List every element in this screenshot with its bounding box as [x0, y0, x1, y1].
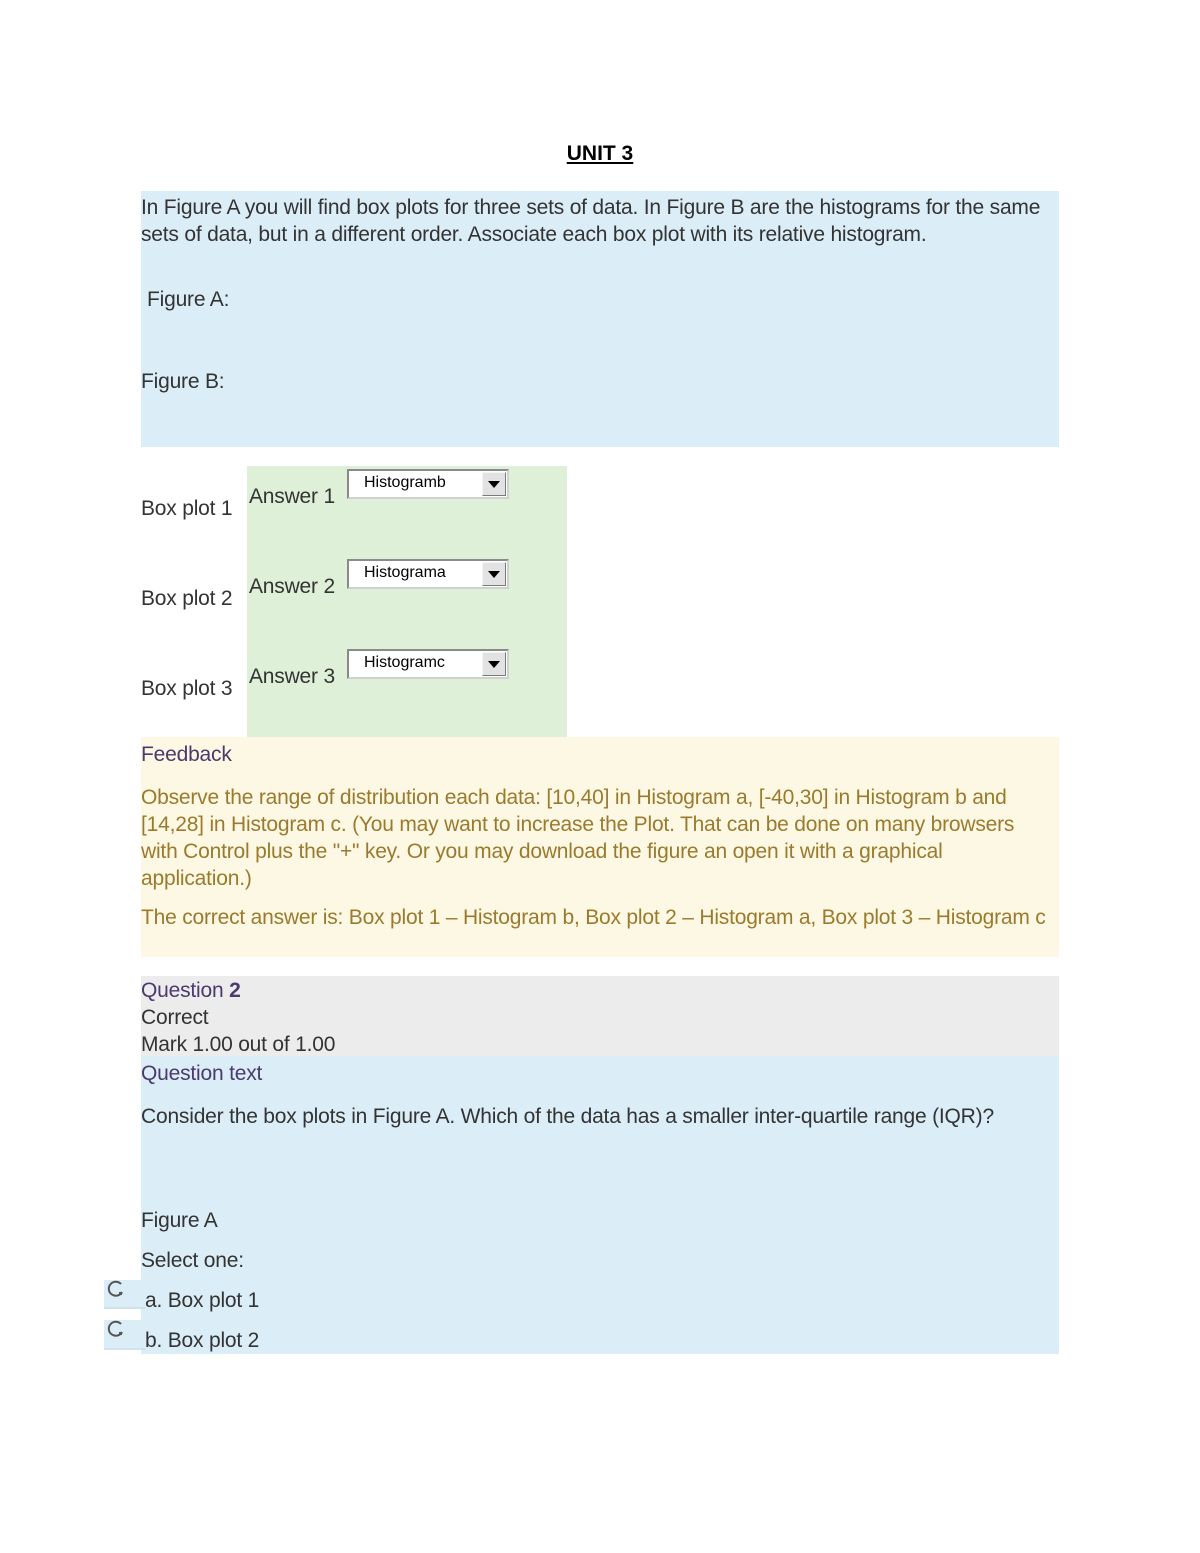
- answer-3-dropdown-button[interactable]: [482, 652, 506, 676]
- option-a-underline: [104, 1307, 146, 1309]
- chevron-down-icon: [488, 661, 500, 668]
- question-2-figure-label: Figure A: [141, 1209, 218, 1232]
- answer-1-label: Answer 1: [249, 485, 335, 508]
- correct-answer-text: The correct answer is: Box plot 1 – Histogram b, Box plot 2 – Histogram a, Box plot 3 – Histogram c: [141, 906, 1046, 929]
- option-b-radio[interactable]: [106, 1319, 126, 1339]
- chevron-down-icon: [488, 481, 500, 488]
- question-number: 2: [229, 979, 241, 1002]
- page-title: UNIT 3: [566, 142, 634, 165]
- answer-1-selected-value: Histogramb: [364, 474, 446, 491]
- question-1-intro: In Figure A you will find box plots for three sets of data. In Figure B are the histograms for the same sets of data, but in a different order. Associate each box plot with its relative histogram.: [141, 196, 1041, 246]
- option-a-label[interactable]: a. Box plot 1: [145, 1289, 260, 1312]
- option-b-underline: [104, 1348, 146, 1350]
- question-2-text: Consider the box plots in Figure A. Which of the data has a smaller inter-quartile range (IQR)?: [141, 1105, 994, 1128]
- feedback-heading: Feedback: [141, 743, 232, 766]
- radio-icon: [106, 1279, 126, 1299]
- question-2-status: Correct: [141, 1006, 209, 1029]
- box-plot-3-label: Box plot 3: [141, 677, 233, 700]
- option-a-radio[interactable]: [106, 1279, 126, 1299]
- answer-3-select[interactable]: [347, 649, 509, 679]
- answer-2-label: Answer 2: [249, 575, 335, 598]
- question-2-text-panel: [141, 1056, 1059, 1354]
- question-2-number: [141, 977, 241, 1004]
- question-text-heading: Question text: [141, 1062, 263, 1085]
- question-label: Question: [141, 979, 230, 1002]
- answer-2-select[interactable]: [347, 559, 509, 589]
- box-plot-2-label: Box plot 2: [141, 587, 233, 610]
- figure-b-label: Figure B:: [141, 370, 225, 393]
- feedback-body: Observe the range of distribution each data: [10,40] in Histogram a, [-40,30] in Histogram b and [14,28] in Histogram c. (You may want to increase the Plot. That can be done on many browsers with Control plus the "+" key. Or you may download the figure an open it with a graphical application.): [141, 786, 1015, 890]
- chevron-down-icon: [488, 571, 500, 578]
- option-b-label[interactable]: b. Box plot 2: [145, 1329, 260, 1352]
- figure-a-label: Figure A:: [147, 288, 230, 311]
- answer-2-selected-value: Histograma: [364, 564, 446, 581]
- box-plot-1-label: Box plot 1: [141, 497, 233, 520]
- answer-1-select[interactable]: [347, 469, 509, 499]
- answer-3-label: Answer 3: [249, 665, 335, 688]
- select-one-prompt: Select one:: [141, 1249, 244, 1272]
- radio-icon: [106, 1319, 126, 1339]
- answer-1-dropdown-button[interactable]: [482, 472, 506, 496]
- question-2-mark: Mark 1.00 out of 1.00: [141, 1033, 336, 1056]
- answer-2-dropdown-button[interactable]: [482, 562, 506, 586]
- answer-3-selected-value: Histogramc: [364, 654, 445, 671]
